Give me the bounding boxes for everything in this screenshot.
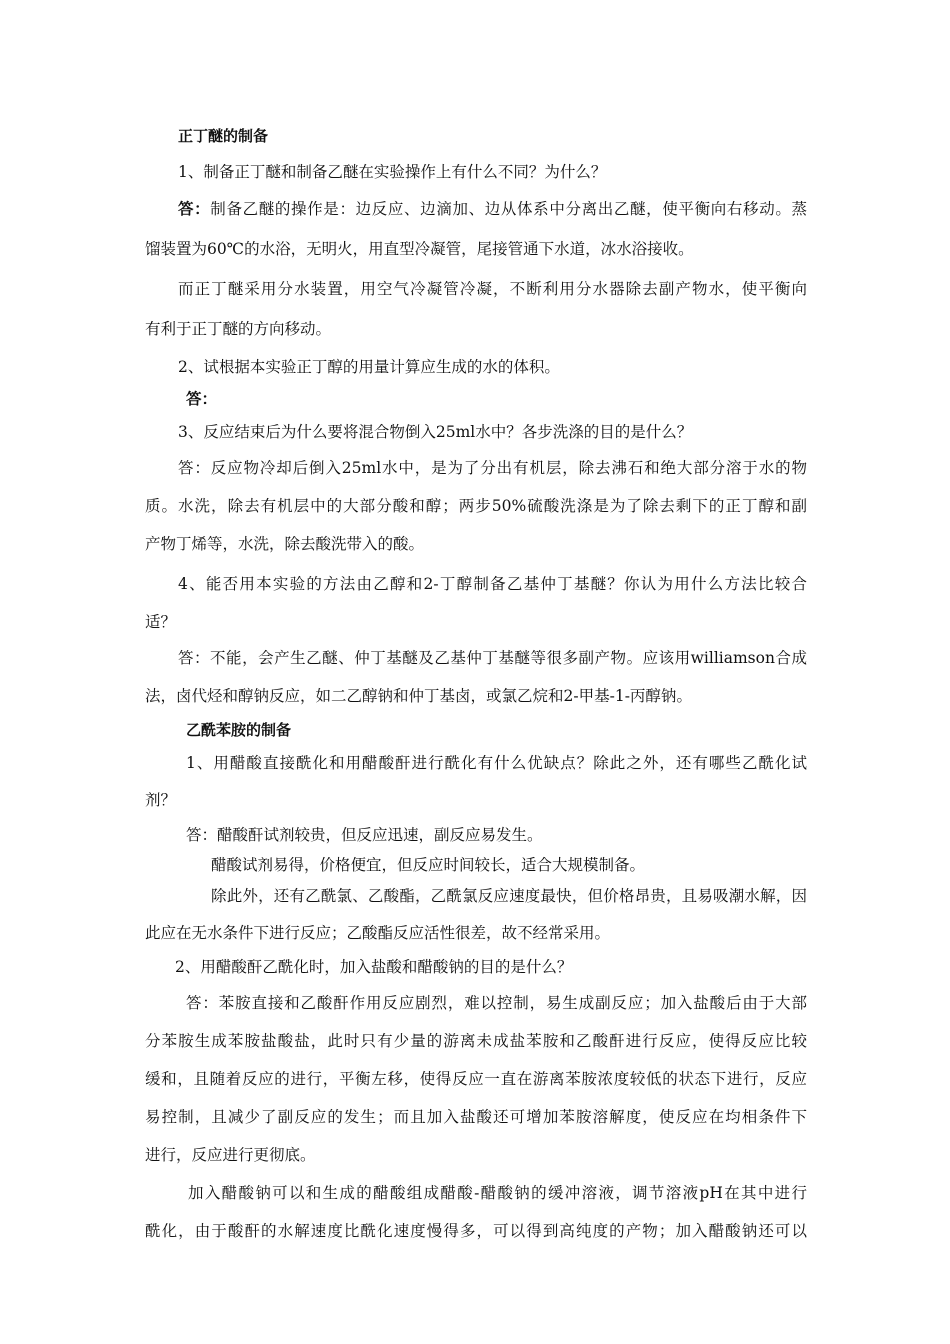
s2-answer-2-line-2: 分苯胺生成苯胺盐酸盐，此时只有少量的游离未成盐苯胺和乙酸酐进行反应，使得反应比较 <box>145 1032 807 1050</box>
s2-answer-2-line-4: 易控制，且减少了副反应的发生；而且加入盐酸还可增加苯胺溶解度，使反应在均相条件下 <box>145 1108 807 1126</box>
answer-1-line-2: 馏装置为60℃的水浴，无明火，用直型冷凝管，尾接管通下水道，冰水浴接收。 <box>145 240 694 258</box>
answer-1-line-3: 而正丁醚采用分水装置，用空气冷凝管冷凝，不断利用分水器除去副产物水，使平衡向 <box>178 280 807 298</box>
answer-4-line-1: 答：不能，会产生乙醚、仲丁基醚及乙基仲丁基醚等很多副产物。应该用williamson合成 <box>178 649 807 667</box>
question-4-line-1: 4、能否用本实验的方法由乙醇和2-丁醇制备乙基仲丁基醚？你认为用什么方法比较合 <box>178 575 807 593</box>
answer-text: 制备乙醚的操作是：边反应、边滴加、边从体系中分离出乙醚，使平衡向右移动。蒸 <box>210 200 807 218</box>
question-1: 1、制备正丁醚和制备乙醚在实验操作上有什么不同？为什么？ <box>178 163 607 181</box>
answer-3-line-3: 产物丁烯等，水洗，除去酸洗带入的酸。 <box>145 535 425 553</box>
question-4-line-2: 适？ <box>145 613 177 631</box>
answer-3-line-2: 质。水洗，除去有机层中的大部分酸和醇；两步50%硫酸洗涤是为了除去剩下的正丁醇和副 <box>145 497 807 515</box>
answer-3-line-1: 答：反应物冷却后倒入25ml水中，是为了分出有机层，除去沸石和绝大部分溶于水的物 <box>178 459 807 477</box>
answer-1-line-1 <box>145 199 807 219</box>
answer-1-line-4: 有利于正丁醚的方向移动。 <box>145 320 332 338</box>
s2-answer-1-line-2: 醋酸试剂易得，价格便宜，但反应时间较长，适合大规模制备。 <box>211 856 646 874</box>
answer-2-label: 答： <box>186 389 218 408</box>
s2-answer-2-line-3: 缓和，且随着反应的进行，平衡左移，使得反应一直在游离苯胺浓度较低的状态下进行，反应 <box>145 1070 807 1088</box>
s2-answer-1-line-4: 此应在无水条件下进行反应；乙酸酯反应活性很差，故不经常采用。 <box>145 924 611 942</box>
s2-answer-2-line-5: 进行，反应进行更彻底。 <box>145 1146 316 1164</box>
s2-question-2: 2、用醋酸酐乙酰化时，加入盐酸和醋酸钠的目的是什么？ <box>175 958 573 976</box>
section-title-acetanilide: 乙酰苯胺的制备 <box>186 721 292 739</box>
s2-question-1-line-1: 1、用醋酸直接酰化和用醋酸酐进行酰化有什么优缺点？除此之外，还有哪些乙酰化试 <box>186 754 807 772</box>
document-body <box>145 126 807 1241</box>
answer-4-line-2: 法，卤代烃和醇钠反应，如二乙醇钠和仲丁基卤，或氯乙烷和2-甲基-1-丙醇钠。 <box>145 687 692 705</box>
s2-answer-1-line-3: 除此外，还有乙酰氯、乙酸酯，乙酰氯反应速度最快，但价格昂贵，且易吸潮水解，因 <box>211 887 807 905</box>
answer-label: 答： <box>178 199 211 218</box>
s2-answer-2-line-6: 加入醋酸钠可以和生成的醋酸组成醋酸-醋酸钠的缓冲溶液，调节溶液pH在其中进行 <box>188 1184 807 1202</box>
question-2: 2、试根据本实验正丁醇的用量计算应生成的水的体积。 <box>178 358 560 376</box>
s2-answer-2-line-7: 酰化，由于酸酐的水解速度比酰化速度慢得多，可以得到高纯度的产物；加入醋酸钠还可以 <box>145 1222 807 1240</box>
section-title-n-butyl-ether: 正丁醚的制备 <box>178 127 269 145</box>
s2-question-1-line-2: 剂？ <box>145 791 177 809</box>
question-3: 3、反应结束后为什么要将混合物倒入25ml水中？各步洗涤的目的是什么？ <box>178 423 693 441</box>
s2-answer-2-line-1: 答：苯胺直接和乙酸酐作用反应剧烈，难以控制，易生成副反应；加入盐酸后由于大部 <box>186 994 807 1012</box>
s2-answer-1-line-1: 答：醋酸酐试剂较贵，但反应迅速，副反应易发生。 <box>186 826 543 844</box>
